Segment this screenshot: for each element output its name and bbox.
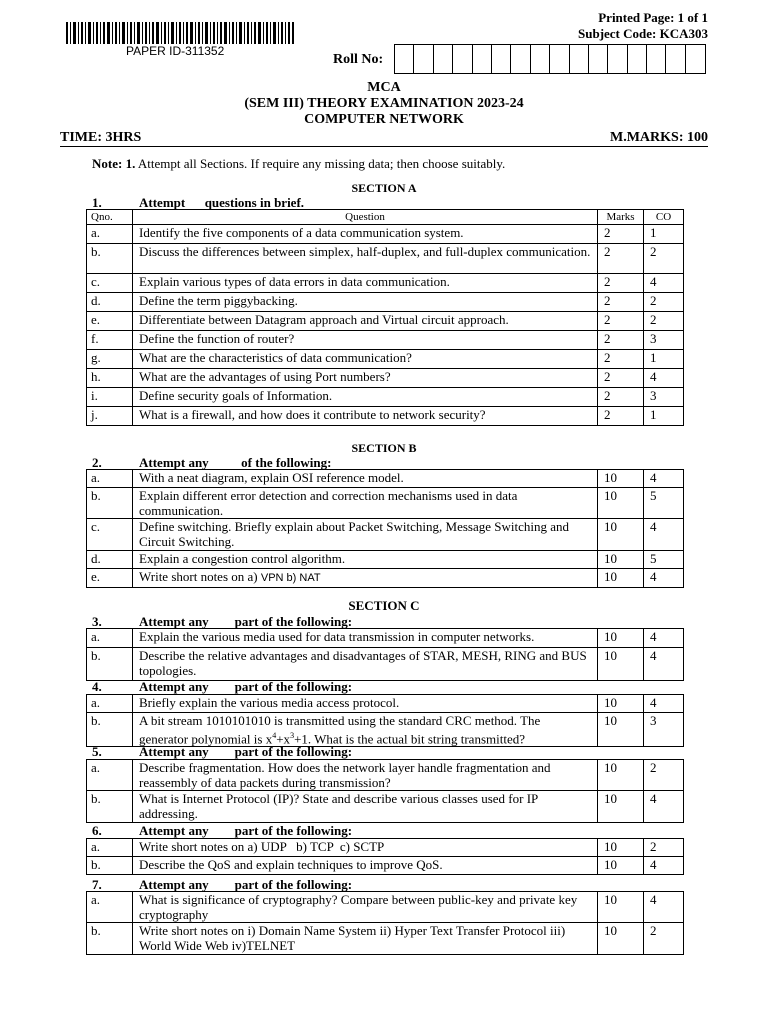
question-5-table xyxy=(86,759,684,823)
printed-page: Printed Page: 1 of 1 xyxy=(598,10,708,25)
question-instruction: Attempt any part of the following: xyxy=(139,744,353,759)
marks-cell: 2 xyxy=(598,293,644,312)
time-label: TIME: 3HRS xyxy=(60,130,142,145)
table-row xyxy=(87,244,684,274)
table-row xyxy=(87,369,684,388)
question-instruction: Attempt any part of the following: xyxy=(139,614,353,629)
qno-cell: a. xyxy=(87,839,133,857)
qno-cell: b. xyxy=(87,923,133,955)
qno-cell: a. xyxy=(87,695,133,713)
question-cell: What is a firewall, and how does it contribute to network security? xyxy=(133,407,598,426)
paper-id: PAPER ID-311352 xyxy=(126,44,225,58)
marks-cell: 10 xyxy=(598,713,644,747)
table-row xyxy=(87,857,684,875)
co-cell: 4 xyxy=(644,629,684,648)
co-cell: 2 xyxy=(644,244,684,274)
roll-box xyxy=(414,45,433,73)
question-7-table xyxy=(86,891,684,955)
question-cell: With a neat diagram, explain OSI reference model. xyxy=(133,470,598,488)
question-number: 5. xyxy=(92,744,102,759)
subject-title: COMPUTER NETWORK xyxy=(304,112,464,127)
co-cell: 1 xyxy=(644,350,684,369)
marks-cell: 2 xyxy=(598,369,644,388)
table-row xyxy=(87,388,684,407)
section-a-title: SECTION A xyxy=(351,181,417,195)
marks-cell: 10 xyxy=(598,695,644,713)
marks-cell: 10 xyxy=(598,488,644,519)
table-row xyxy=(87,695,684,713)
marks-cell: 10 xyxy=(598,569,644,588)
table-row xyxy=(87,274,684,293)
roll-box xyxy=(647,45,666,73)
question-instruction: Attempt questions in brief. xyxy=(139,195,305,210)
question-number: 1. xyxy=(92,195,102,210)
col-header-question: Question xyxy=(133,210,598,225)
co-cell: 4 xyxy=(644,648,684,681)
co-cell: 4 xyxy=(644,470,684,488)
roll-no-label: Roll No: xyxy=(333,52,384,67)
qno-cell: b. xyxy=(87,857,133,875)
qno-cell: b. xyxy=(87,713,133,747)
superscript: 4 xyxy=(272,731,277,740)
roll-box xyxy=(531,45,550,73)
table-row xyxy=(87,519,684,551)
marks-cell: 10 xyxy=(598,791,644,823)
co-cell: 3 xyxy=(644,331,684,350)
question-cell: Explain various types of data errors in data communication. xyxy=(133,274,598,293)
question-text: +x xyxy=(276,731,291,747)
marks-cell: 10 xyxy=(598,923,644,955)
co-cell: 4 xyxy=(644,857,684,875)
qno-cell: a. xyxy=(87,629,133,648)
exam-title: (SEM III) THEORY EXAMINATION 2023-24 xyxy=(244,96,524,111)
table-row xyxy=(87,225,684,244)
question-3-table xyxy=(86,628,684,681)
table-row xyxy=(87,350,684,369)
question-cell: What are the advantages of using Port numbers? xyxy=(133,369,598,388)
question-cell: Briefly explain the various media access protocol. xyxy=(133,695,598,713)
qno-cell: g. xyxy=(87,350,133,369)
qno-cell: b. xyxy=(87,648,133,681)
course-title: MCA xyxy=(367,80,401,95)
qno-cell: j. xyxy=(87,407,133,426)
table-row xyxy=(87,713,684,747)
co-cell: 1 xyxy=(644,407,684,426)
subject-code: Subject Code: KCA303 xyxy=(578,26,708,41)
qno-cell: a. xyxy=(87,225,133,244)
roll-box xyxy=(395,45,414,73)
co-cell: 2 xyxy=(644,293,684,312)
question-instruction: Attempt any part of the following: xyxy=(139,823,353,838)
roll-box xyxy=(628,45,647,73)
roll-box xyxy=(473,45,492,73)
question-cell: What are the characteristics of data communication? xyxy=(133,350,598,369)
table-row xyxy=(87,470,684,488)
marks-cell: 10 xyxy=(598,519,644,551)
qno-cell: a. xyxy=(87,760,133,791)
co-cell: 4 xyxy=(644,274,684,293)
question-text: +1. What is the actual bit string transmitted? xyxy=(294,731,525,747)
co-cell: 3 xyxy=(644,713,684,747)
question-text: A bit stream 1010101010 is transmitted using the standard CRC method. The generator polynomial is x xyxy=(139,713,541,747)
roll-no-boxes xyxy=(394,44,706,74)
roll-box xyxy=(589,45,608,73)
roll-box xyxy=(608,45,627,73)
roll-box xyxy=(550,45,569,73)
section-b-title: SECTION B xyxy=(351,441,417,455)
col-header-marks: Marks xyxy=(598,210,644,225)
qno-cell: d. xyxy=(87,551,133,569)
question-cell: Define the function of router? xyxy=(133,331,598,350)
table-row xyxy=(87,407,684,426)
co-cell: 4 xyxy=(644,892,684,923)
question-cell: Identify the five components of a data communication system. xyxy=(133,225,598,244)
col-header-qno: Qno. xyxy=(87,210,133,225)
barcode-image xyxy=(66,22,294,44)
co-cell: 2 xyxy=(644,312,684,331)
question-number: 7. xyxy=(92,877,102,892)
qno-cell: e. xyxy=(87,312,133,331)
question-number: 6. xyxy=(92,823,102,838)
qno-cell: h. xyxy=(87,369,133,388)
roll-box xyxy=(453,45,472,73)
marks-cell: 2 xyxy=(598,244,644,274)
note-text: Attempt all Sections. If require any missing data; then choose suitably. xyxy=(135,156,506,171)
question-instruction: Attempt any part of the following: xyxy=(139,877,353,892)
co-cell: 3 xyxy=(644,388,684,407)
question-instruction: Attempt any part of the following: xyxy=(139,679,353,694)
marks-cell: 2 xyxy=(598,407,644,426)
question-cell: Define the term piggybacking. xyxy=(133,293,598,312)
marks-cell: 10 xyxy=(598,839,644,857)
question-cell: Describe the relative advantages and disadvantages of STAR, MESH, RING and BUS topologies. xyxy=(133,648,598,681)
question-instruction: Attempt any of the following: xyxy=(139,455,332,470)
qno-cell: e. xyxy=(87,569,133,588)
roll-box xyxy=(492,45,511,73)
question-cell: Describe the QoS and explain techniques to improve QoS. xyxy=(133,857,598,875)
question-number: 3. xyxy=(92,614,102,629)
table-row xyxy=(87,569,684,588)
question-number: 4. xyxy=(92,679,102,694)
question-cell: Define security goals of Information. xyxy=(133,388,598,407)
header-divider xyxy=(60,146,708,147)
qno-cell: a. xyxy=(87,470,133,488)
question-cell: What is Internet Protocol (IP)? State and describe various classes used for IP addressing. xyxy=(133,791,598,823)
question-cell: Explain a congestion control algorithm. xyxy=(133,551,598,569)
marks-cell: 2 xyxy=(598,312,644,331)
qno-cell: b. xyxy=(87,488,133,519)
qno-cell: d. xyxy=(87,293,133,312)
question-cell: Write short notes on a) UDP b) TCP c) SCTP xyxy=(133,839,598,857)
table-row xyxy=(87,791,684,823)
table-row xyxy=(87,293,684,312)
section-c-title: SECTION C xyxy=(348,598,420,613)
roll-box xyxy=(686,45,705,73)
marks-cell: 10 xyxy=(598,629,644,648)
roll-box xyxy=(434,45,453,73)
co-cell: 4 xyxy=(644,695,684,713)
note xyxy=(92,156,505,172)
qno-cell: b. xyxy=(87,791,133,823)
question-text-acronyms: VPN b) NAT xyxy=(260,572,321,584)
table-row xyxy=(87,760,684,791)
question-cell: What is significance of cryptography? Compare between public-key and private key cryptography xyxy=(133,892,598,923)
question-cell: Define switching. Briefly explain about Packet Switching, Message Switching and Circuit Switching. xyxy=(133,519,598,551)
co-cell: 2 xyxy=(644,923,684,955)
co-cell: 4 xyxy=(644,569,684,588)
table-header-row xyxy=(87,210,684,225)
marks-cell: 10 xyxy=(598,760,644,791)
qno-cell: c. xyxy=(87,519,133,551)
co-cell: 2 xyxy=(644,839,684,857)
marks-cell: 10 xyxy=(598,648,644,681)
co-cell: 1 xyxy=(644,225,684,244)
roll-box xyxy=(666,45,685,73)
table-row xyxy=(87,923,684,955)
table-row xyxy=(87,839,684,857)
co-cell: 5 xyxy=(644,551,684,569)
max-marks-label: M.MARKS: 100 xyxy=(610,130,708,145)
printed-page-info xyxy=(578,10,708,42)
table-row xyxy=(87,488,684,519)
table-row xyxy=(87,551,684,569)
question-cell: Write short notes on i) Domain Name System ii) Hyper Text Transfer Protocol iii) World Wide Web iv)TELNET xyxy=(133,923,598,955)
question-6-table xyxy=(86,838,684,875)
qno-cell: i. xyxy=(87,388,133,407)
co-cell: 4 xyxy=(644,791,684,823)
note-label: Note: 1. xyxy=(92,156,136,171)
question-text: Write short notes on a) xyxy=(139,569,261,584)
marks-cell: 10 xyxy=(598,470,644,488)
co-cell: 4 xyxy=(644,369,684,388)
question-cell: Differentiate between Datagram approach and Virtual circuit approach. xyxy=(133,312,598,331)
table-row xyxy=(87,312,684,331)
table-row xyxy=(87,648,684,681)
question-cell xyxy=(133,569,598,588)
roll-box xyxy=(511,45,530,73)
marks-cell: 2 xyxy=(598,274,644,293)
section-b-table xyxy=(86,469,684,588)
marks-cell: 10 xyxy=(598,892,644,923)
marks-cell: 2 xyxy=(598,331,644,350)
time-marks-row xyxy=(60,130,708,146)
question-cell: Describe fragmentation. How does the network layer handle fragmentation and reassembly of data packets during transmission? xyxy=(133,760,598,791)
marks-cell: 10 xyxy=(598,857,644,875)
qno-cell: b. xyxy=(87,244,133,274)
marks-cell: 2 xyxy=(598,225,644,244)
question-cell xyxy=(133,713,598,747)
co-cell: 2 xyxy=(644,760,684,791)
qno-cell: a. xyxy=(87,892,133,923)
table-row xyxy=(87,892,684,923)
qno-cell: c. xyxy=(87,274,133,293)
co-cell: 4 xyxy=(644,519,684,551)
section-a-table xyxy=(86,209,684,426)
co-cell: 5 xyxy=(644,488,684,519)
question-number: 2. xyxy=(92,455,102,470)
marks-cell: 2 xyxy=(598,388,644,407)
table-row xyxy=(87,331,684,350)
question-cell: Discuss the differences between simplex, half-duplex, and full-duplex communication. xyxy=(133,244,598,274)
col-header-co: CO xyxy=(644,210,684,225)
question-4-table xyxy=(86,694,684,747)
marks-cell: 2 xyxy=(598,350,644,369)
qno-cell: f. xyxy=(87,331,133,350)
marks-cell: 10 xyxy=(598,551,644,569)
superscript: 3 xyxy=(290,731,295,740)
table-row xyxy=(87,629,684,648)
roll-box xyxy=(570,45,589,73)
question-cell: Explain different error detection and correction mechanisms used in data communication. xyxy=(133,488,598,519)
question-cell: Explain the various media used for data transmission in computer networks. xyxy=(133,629,598,648)
